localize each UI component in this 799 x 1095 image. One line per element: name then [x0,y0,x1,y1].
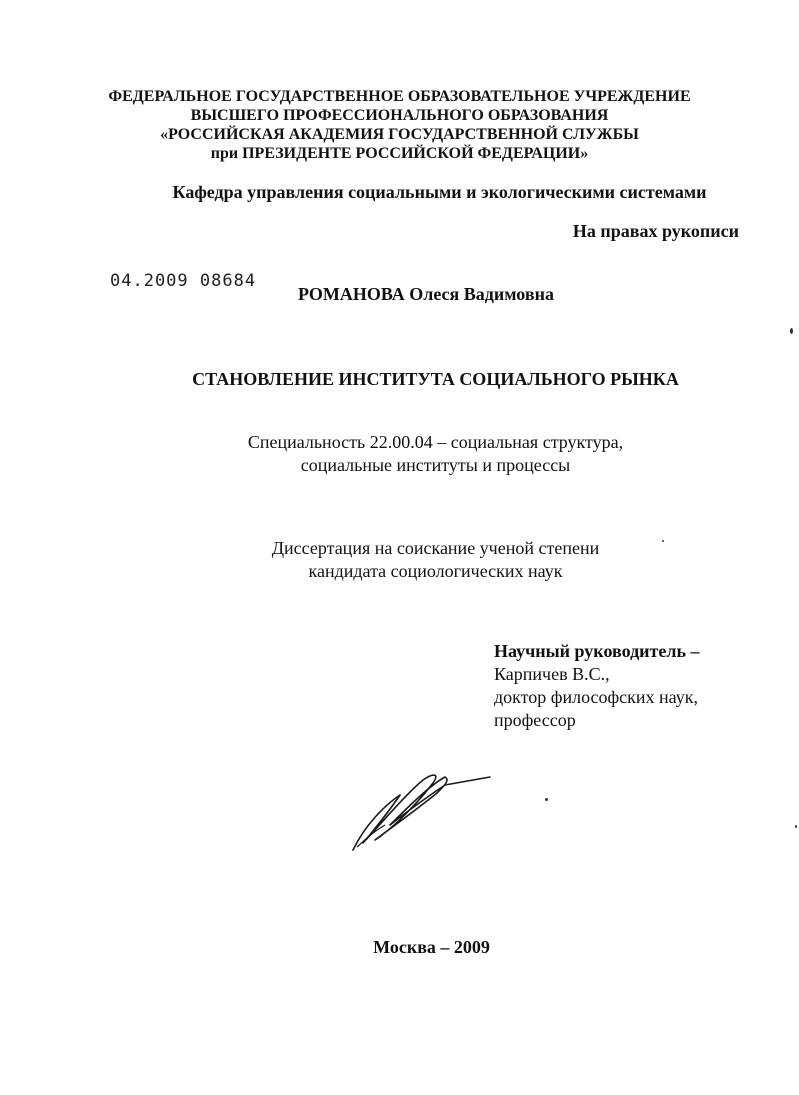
advisor-block [494,640,700,732]
institution-line-1: ФЕДЕРАЛЬНОЕ ГОСУДАРСТВЕННОЕ ОБРАЗОВАТЕЛЬНОЕ УЧРЕЖДЕНИЕ [108,88,691,105]
institution-line-4: при ПРЕЗИДЕНТЕ РОССИЙСКОЙ ФЕДЕРАЦИИ» [210,145,589,162]
degree-line-1: Диссертация на соискание ученой степени [271,538,600,558]
degree-line-2: кандидата социологических наук [308,561,563,581]
author-name: РОМАНОВА Олеся Вадимовна [298,284,554,304]
dissertation-title: СТАНОВЛЕНИЕ ИНСТИТУТА СОЦИАЛЬНОГО РЫНКА [192,369,679,389]
institution-line-3: «РОССИЙСКАЯ АКАДЕМИЯ ГОСУДАРСТВЕННОЙ СЛУЖБЫ [160,126,639,143]
scan-speck [545,798,548,801]
library-stamp-number: 04.2009 08684 [110,271,257,291]
scan-speck [795,825,797,828]
advisor-position: профессор [494,710,576,730]
advisor-degree: доктор философских наук, [494,687,698,707]
institution-line-2: ВЫСШЕГО ПРОФЕССИОНАЛЬНОГО ОБРАЗОВАНИЯ [190,107,609,124]
signature-image [345,765,495,860]
advisor-name: Карпичев В.С., [494,664,610,684]
city-year: Москва – 2009 [373,937,490,957]
advisor-role: Научный руководитель – [494,641,700,661]
department-name: Кафедра управления социальными и экологическими системами [172,182,707,202]
manuscript-note: На правах рукописи [572,221,739,241]
signature-stroke [353,775,490,850]
specialty-line-1: Специальность 22.00.04 – социальная структура, [247,432,624,452]
specialty-line-2: социальные институты и процессы [300,455,571,475]
scan-speck [662,540,664,542]
scan-speck [790,328,793,334]
